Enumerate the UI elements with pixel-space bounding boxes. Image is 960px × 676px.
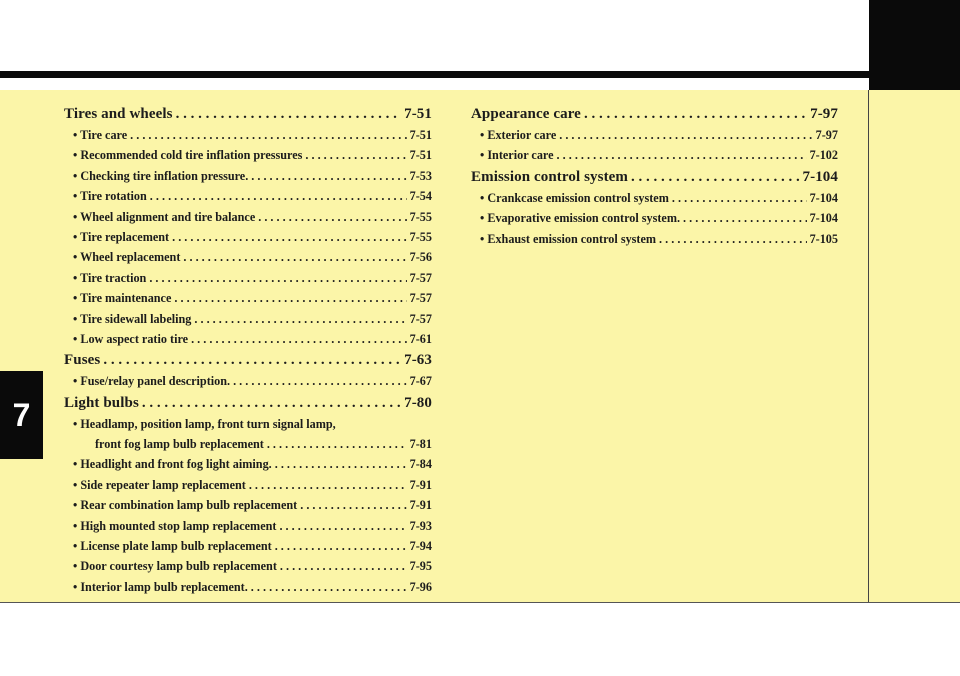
dot-leader: [142, 395, 401, 412]
toc-subsection-entry[interactable]: [64, 250, 432, 270]
toc-entry-title: Appearance care: [471, 106, 581, 122]
toc-page-number: 7-80: [404, 394, 432, 411]
toc-subsection-entry[interactable]: [64, 128, 432, 148]
toc-entry-title: • Tire care: [73, 128, 128, 142]
toc-subsection-entry[interactable]: [471, 232, 838, 252]
toc-page-number: 7-96: [409, 579, 432, 594]
toc-page-number: 7-104: [809, 211, 838, 226]
toc-page-number: 7-95: [409, 559, 432, 574]
toc-subsection-entry[interactable]: [64, 437, 432, 457]
toc-subsection-entry[interactable]: [64, 271, 432, 291]
toc-entry-title: • License plate lamp bulb replacement: [73, 539, 272, 554]
dot-leader: [557, 148, 807, 163]
toc-subsection-entry[interactable]: [64, 312, 432, 332]
toc-entry-title: • Door courtesy lamp bulb replacement: [73, 559, 277, 574]
toc-subsection-entry[interactable]: [64, 478, 432, 498]
dot-leader: [267, 437, 407, 452]
toc-entry-title: • Crankcase emission control system: [480, 190, 669, 205]
toc-entry-title: • Wheel replacement: [73, 250, 181, 265]
toc-section-entry[interactable]: [64, 395, 432, 417]
toc-entry-title: • Recommended cold tire inflation pressures: [73, 148, 303, 163]
toc-subsection-entry[interactable]: [64, 210, 432, 230]
dot-leader: [305, 148, 406, 163]
toc-right-column: [471, 106, 838, 252]
toc-section-entry[interactable]: [471, 106, 838, 128]
toc-page-number: 7-55: [409, 209, 432, 224]
chapter-tab[interactable]: 7: [0, 371, 43, 459]
toc-page-number: 7-51: [409, 148, 432, 163]
dot-leader: [172, 230, 407, 245]
dot-leader: [149, 271, 406, 286]
dot-leader: [150, 189, 407, 204]
dot-leader: [275, 539, 407, 554]
toc-subsection-entry[interactable]: [64, 457, 432, 477]
dot-leader: [631, 169, 799, 186]
toc-subsection-entry[interactable]: [471, 211, 838, 231]
dot-leader: [174, 291, 406, 306]
toc-page-number: 7-51: [404, 106, 432, 122]
dot-leader: [258, 210, 406, 225]
dot-leader: [275, 457, 407, 472]
toc-page-number: 7-105: [809, 231, 838, 246]
toc-entry-title: • Tire rotation: [73, 189, 147, 204]
toc-section-entry[interactable]: [64, 352, 432, 374]
toc-subsection-entry[interactable]: [64, 189, 432, 209]
dot-leader: [103, 352, 401, 369]
toc-entry-title: Fuses: [64, 352, 101, 369]
toc-entry-title: • Tire traction: [73, 270, 147, 285]
toc-page-number: 7-104: [809, 190, 838, 205]
toc-entry-title: • Interior care: [480, 148, 554, 163]
toc-subsection-entry[interactable]: [64, 519, 432, 539]
dot-leader: [300, 498, 406, 513]
dot-leader: [176, 106, 402, 123]
dot-leader: [683, 211, 807, 226]
dot-leader: [584, 106, 807, 123]
toc-page-number: 7-91: [409, 498, 432, 513]
toc-subsection-entry[interactable]: [471, 128, 838, 148]
toc-subsection-entry[interactable]: [64, 169, 432, 189]
toc-page-number: 7-93: [409, 518, 432, 533]
toc-subsection-entry: [64, 417, 432, 437]
dot-leader: [251, 580, 407, 595]
toc-entry-title: • Exhaust emission control system: [480, 231, 657, 246]
toc-subsection-entry[interactable]: [64, 332, 432, 352]
dot-leader: [251, 169, 406, 184]
toc-entry-title: • High mounted stop lamp replacement: [73, 518, 277, 533]
toc-entry-title: • Fuse/relay panel description.: [73, 374, 231, 389]
toc-entry-title: • Checking tire inflation pressure.: [73, 168, 249, 183]
toc-subsection-entry[interactable]: [64, 291, 432, 311]
toc-entry-title: Emission control system: [471, 168, 629, 185]
dot-leader: [191, 332, 407, 347]
toc-page-number: 7-67: [409, 374, 432, 389]
toc-section-entry[interactable]: [471, 169, 838, 191]
toc-entry-title: • Evaporative emission control system.: [480, 211, 681, 226]
toc-entry-title: • Wheel alignment and tire balance: [73, 209, 256, 224]
dot-leader: [130, 128, 407, 143]
toc-page-number: 7-91: [409, 477, 432, 492]
toc-entry-title: • Tire maintenance: [73, 291, 172, 306]
toc-page-number: 7-81: [409, 437, 432, 452]
toc-subsection-entry[interactable]: [64, 580, 432, 600]
footer-rule: [0, 602, 960, 603]
toc-page-number: 7-102: [809, 148, 838, 163]
toc-page-number: 7-94: [409, 539, 432, 554]
header-rule: [0, 71, 869, 78]
toc-entry-title: • Low aspect ratio tire: [73, 331, 189, 346]
toc-page-number: 7-104: [802, 168, 838, 185]
toc-subsection-entry[interactable]: [64, 148, 432, 168]
toc-subsection-entry[interactable]: [64, 374, 432, 394]
toc-entry-title: • Rear combination lamp bulb replacement: [73, 498, 298, 513]
toc-page-number: 7-51: [409, 128, 432, 142]
dot-leader: [280, 559, 407, 574]
toc-entry-title: • Tire sidewall labeling: [73, 311, 192, 326]
toc-entry-title: • Headlamp, position lamp, front turn signal lamp,: [73, 416, 336, 431]
dot-leader: [194, 312, 406, 327]
toc-entry-title: front fog lamp bulb replacement: [95, 437, 264, 452]
toc-left-column: [64, 106, 432, 600]
toc-page-number: 7-56: [409, 250, 432, 265]
toc-page-number: 7-53: [409, 168, 432, 183]
dot-leader: [233, 374, 407, 389]
dot-leader: [559, 128, 812, 143]
dot-leader: [183, 250, 406, 265]
toc-entry-title: Light bulbs: [64, 394, 139, 411]
corner-black-block: [869, 0, 960, 90]
toc-section-entry[interactable]: [64, 106, 432, 128]
dot-leader: [279, 519, 406, 534]
toc-subsection-entry[interactable]: [64, 539, 432, 559]
toc-page-number: 7-63: [404, 352, 432, 369]
toc-subsection-entry[interactable]: [471, 148, 838, 168]
toc-page-number: 7-57: [409, 311, 432, 326]
dot-leader: [659, 232, 807, 247]
toc-subsection-entry[interactable]: [64, 559, 432, 579]
toc-entry-title: • Headlight and front fog light aiming.: [73, 457, 272, 472]
toc-page-number: 7-55: [409, 229, 432, 244]
toc-page-number: 7-97: [810, 106, 838, 122]
toc-page-number: 7-57: [409, 270, 432, 285]
dot-leader: [249, 478, 407, 493]
toc-entry-title: • Interior lamp bulb replacement.: [73, 579, 248, 594]
toc-subsection-entry[interactable]: [471, 191, 838, 211]
side-panel: [869, 90, 960, 603]
toc-subsection-entry[interactable]: [64, 230, 432, 250]
panel-divider: [868, 90, 869, 603]
toc-page-number: 7-97: [815, 128, 838, 142]
toc-page-number: 7-61: [409, 331, 432, 346]
toc-entry-title: Tires and wheels: [64, 106, 173, 122]
toc-page-number: 7-54: [409, 189, 432, 204]
toc-entry-title: • Exterior care: [480, 128, 557, 142]
toc-entry-title: • Tire replacement: [73, 229, 170, 244]
dot-leader: [672, 191, 807, 206]
toc-subsection-entry[interactable]: [64, 498, 432, 518]
toc-page-number: 7-57: [409, 291, 432, 306]
toc-entry-title: • Side repeater lamp replacement: [73, 477, 246, 492]
toc-page-number: 7-84: [409, 457, 432, 472]
